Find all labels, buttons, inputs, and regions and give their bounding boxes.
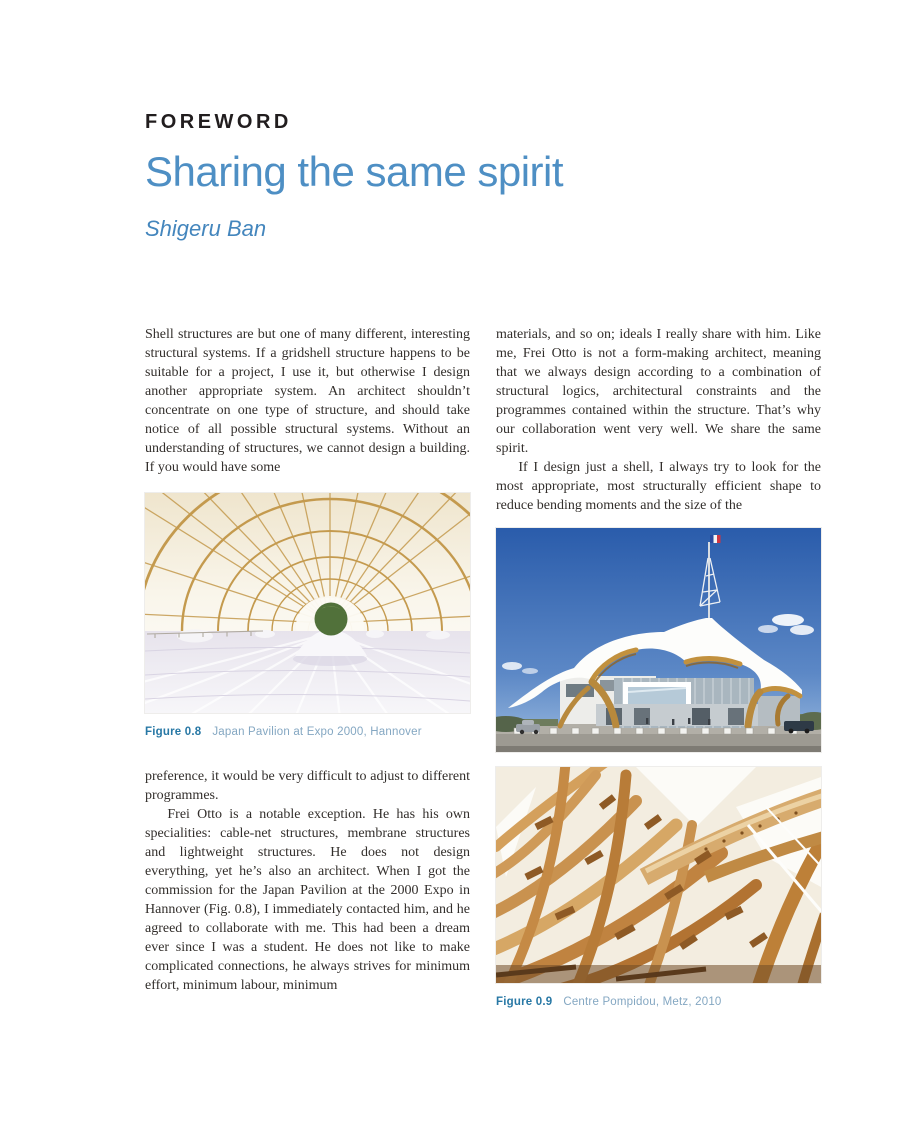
timber-roof-detail-image [496,767,821,983]
figure-0-8-caption [145,725,470,739]
figure-label: Figure 0.8 [145,726,202,738]
figure-caption-text: Centre Pompidou, Metz, 2010 [563,996,722,1008]
figure-0-9-image-bottom [496,767,821,1009]
left-column [145,325,470,1009]
japan-pavilion-illustration [145,493,470,713]
author-name: Shigeru Ban [145,216,267,241]
figure-0-8 [145,493,470,739]
green-mound [315,603,348,636]
body-paragraph: Shell structures are but one of many different, interesting structural systems. If a gridshell structure happens to be suitable for a project, I use it, but otherwise I design another appropriate system. An architect shouldn’t concentrate on one type of structure, and should take notice of all possible structural systems. Without an understanding of structures, we cannot design a building. If you would have some [145,327,470,475]
body-paragraph: materials, and so on; ideals I really share with him. Like me, Frei Otto is not a form-making architect, meaning that we always design according to a combination of structural logics, architectural constraints and the programmes contained within the structure. That’s why our collaboration went very well. We share the same spirit. [496,327,821,456]
page-header [145,110,820,242]
figure-0-9-caption [496,995,821,1009]
figure-label: Figure 0.9 [496,996,553,1008]
centre-pompidou-illustration [496,528,821,752]
centre-pompidou-exterior-image [496,528,821,752]
figure-caption-text: Japan Pavilion at Expo 2000, Hannover [212,726,422,738]
body-paragraph: If I design just a shell, I always try to look for the most appropriate, most structurally efficient shape to reduce bending moments and the size of the [496,460,821,513]
page-title: Sharing the same spirit [145,148,564,195]
figure-0-8-image [145,493,470,713]
timber-detail-illustration [496,767,821,983]
body-paragraph: preference, it would be very difficult to adjust to different programmes. [145,769,470,803]
section-kicker: FOREWORD [145,111,292,133]
body-paragraph: Frei Otto is a notable exception. He has his own specialities: cable-net structures, membrane structures and lightweight structures. He does not design everything, yet he’s also an architect. When I got the commission for the Japan Pavilion at the 2000 Expo in Hannover (Fig. 0.8), I immediately contacted him, and he agreed to collaborate with me. This had been a dream ever since I was a student. He does not like to make complicated connections, he always strives for minimum effort, minimum labour, minimum [145,807,470,993]
bottom-shadow-band [496,965,821,983]
figure-0-9-image-top [496,528,821,752]
right-column [496,325,821,1009]
two-column-layout [145,325,820,1009]
